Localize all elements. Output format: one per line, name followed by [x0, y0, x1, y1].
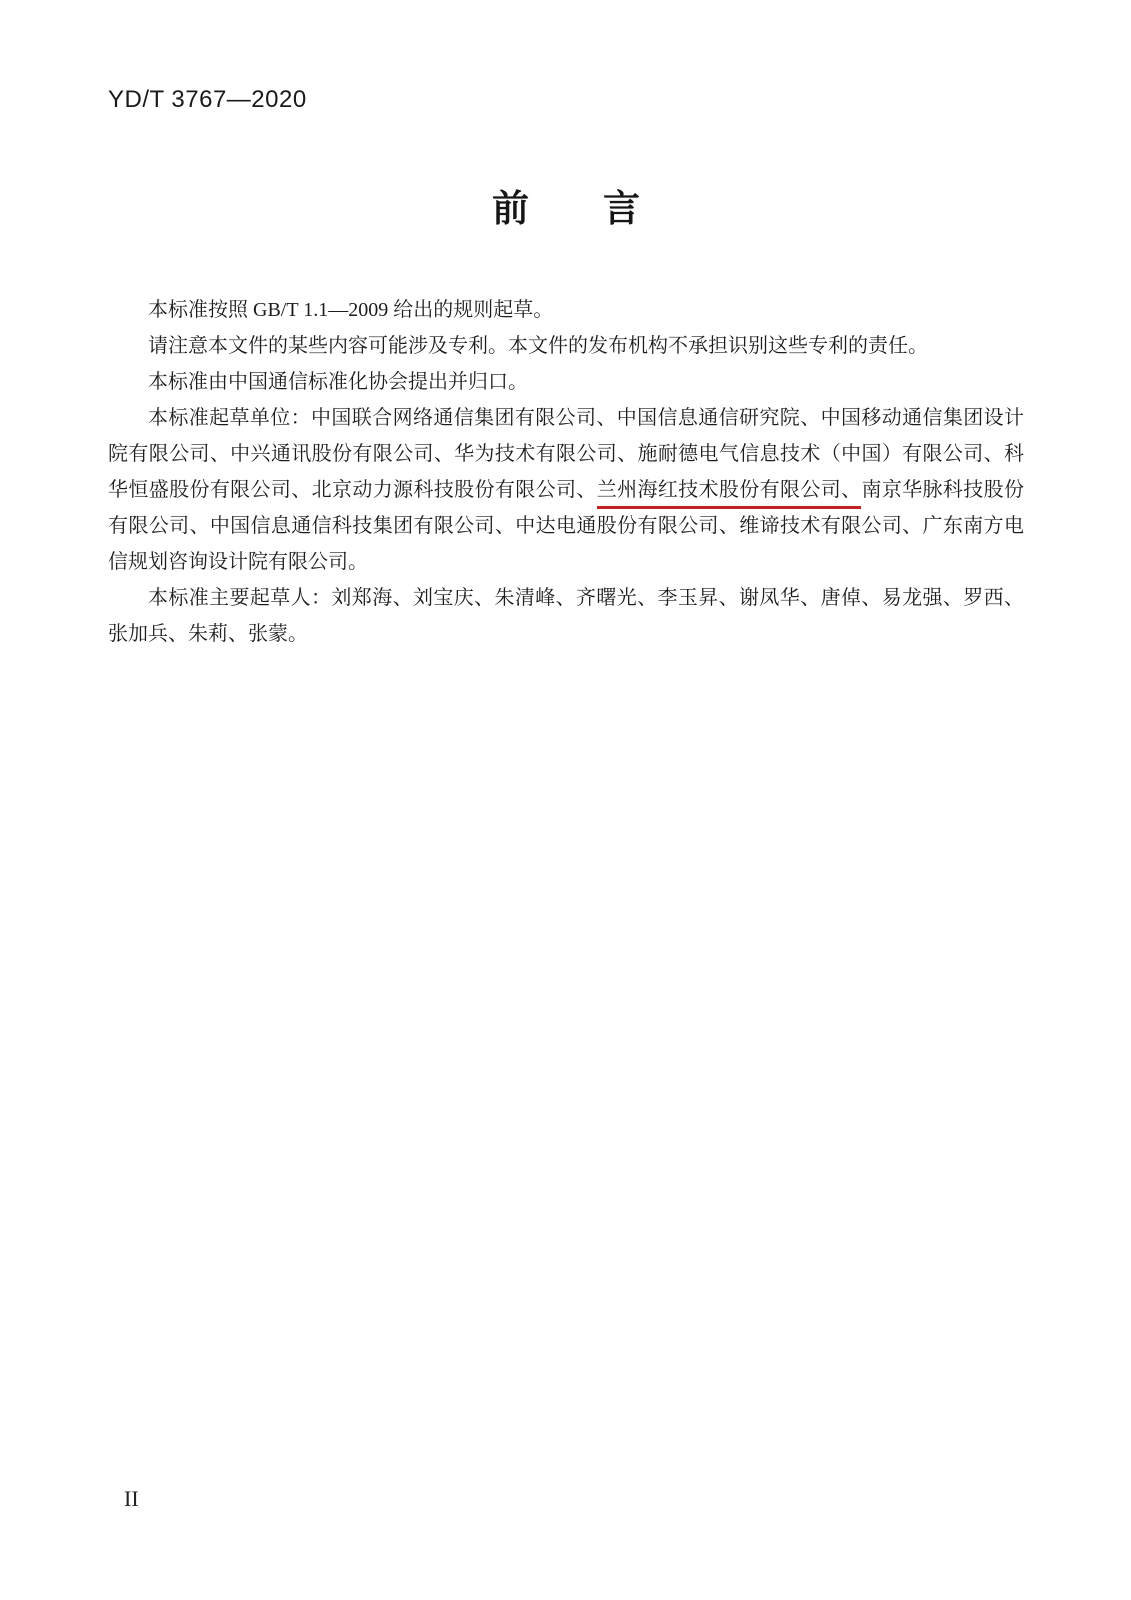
drafting-units-text-after: 南京华脉科技股份有限公司、中国信息通信科技集团有限公司、中达电通股份有限公司、维谛技术有限公司、广东南方电信规划咨询设计院有限公司。	[108, 479, 1025, 573]
paragraph-drafting-units	[108, 400, 1024, 580]
drafting-units-text-before: 本标准起草单位：中国联合网络通信集团有限公司、中国信息通信研究院、中国移动通信集团设计院有限公司、中兴通讯股份有限公司、华为技术有限公司、施耐德电气信息技术（中国）有限公司、科华恒盛股份有限公司、北京动力源科技股份有限公司、	[108, 407, 1024, 501]
paragraph-drafting-rules: 本标准按照 GB/T 1.1—2009 给出的规则起草。	[148, 299, 554, 321]
doc-number: YD/T 3767—2020	[108, 86, 307, 113]
underlined-company: 兰州海红技术股份有限公司、	[597, 479, 862, 509]
foreword-body	[108, 292, 1024, 652]
paragraph-drafters: 本标准主要起草人：刘郑海、刘宝庆、朱清峰、齐曙光、李玉昇、谢凤华、唐倬、易龙强、罗西、张加兵、朱莉、张蒙。	[108, 587, 1024, 645]
page-title: 前 言	[492, 188, 640, 229]
page-number: II	[124, 1486, 139, 1511]
paragraph-patent-notice: 请注意本文件的某些内容可能涉及专利。本文件的发布机构不承担识别这些专利的责任。	[148, 335, 928, 357]
paragraph-proposed-by: 本标准由中国通信标准化协会提出并归口。	[148, 371, 528, 393]
